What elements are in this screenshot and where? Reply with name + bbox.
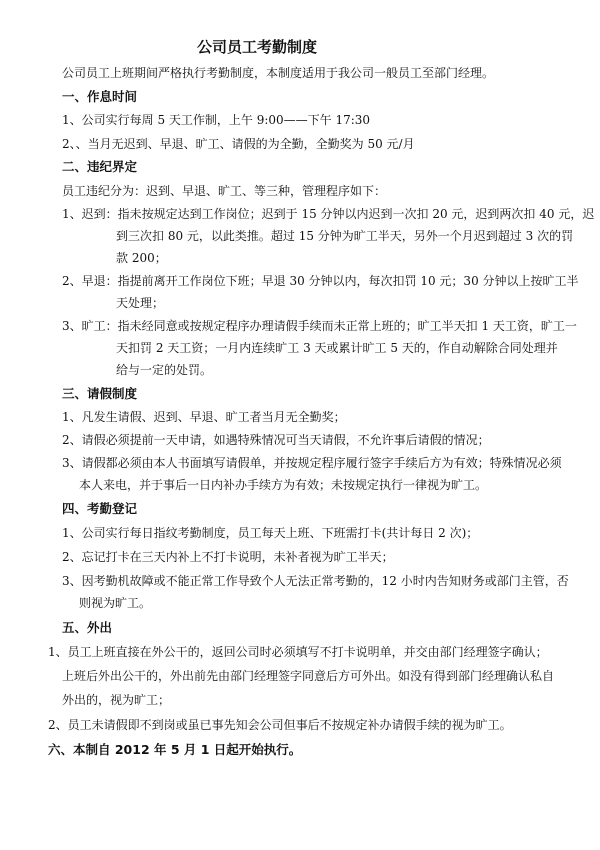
paragraph-line: 2、、当月无迟到、早退、旷工、请假的为全勤，全勤奖为 50 元/月: [62, 137, 415, 151]
paragraph-line: 则视为旷工。: [79, 596, 152, 610]
paragraph-line: 2、请假必须提前一天申请，如遇特殊情况可当天请假，不允许事后请假的情况；: [62, 433, 490, 447]
paragraph-line: 1、员工上班直接在外公干的，返回公司时必须填写不打卡说明单，并交由部门经理签字确认；: [48, 645, 548, 659]
paragraph-line: 1、凡发生请假、迟到、早退、旷工者当月无全勤奖；: [62, 410, 346, 424]
paragraph-line: 3、旷工：指未经同意或按规定程序办理请假手续而未正常上班的；旷工半天扣 1 天工资，旷工一: [62, 319, 577, 333]
document-title: 公司员工考勤制度: [197, 38, 318, 56]
section-heading-violations: 二、违纪界定: [62, 159, 138, 174]
paragraph-line: 天扣罚 2 天工资；一月内连续旷工 3 天或累计旷工 5 天的，作自动解除合同处理并: [116, 341, 558, 355]
paragraph-line: 到三次扣 80 元，以此类推。超过 15 分钟为旷工半天，另外一个月迟到超过 3 次的罚: [116, 229, 574, 243]
section-heading-leave: 三、请假制度: [62, 386, 138, 401]
paragraph-line: 3、请假都必须由本人书面填写请假单，并按规定程序履行签字手续后方为有效；特殊情况必须: [62, 456, 562, 470]
paragraph-line: 2、员工未请假即不到岗或虽已事先知会公司但事后不按规定补办请假手续的视为旷工。: [48, 718, 512, 732]
paragraph-line: 给与一定的处罚。: [116, 363, 213, 377]
paragraph-line: 本人来电，并于事后一日内补办手续方为有效；未按规定执行一律视为旷工。: [79, 478, 488, 492]
paragraph-line: 2、忘记打卡在三天内补上不打卡说明，未补者视为旷工半天；: [62, 550, 394, 564]
paragraph-line: 员工违纪分为：迟到、早退、旷工、等三种，管理程序如下：: [62, 184, 387, 198]
paragraph-line: 1、公司实行每周 5 天工作制，上午 9:00——下午 17:30: [62, 113, 371, 127]
paragraph-line: 1、公司实行每日指纹考勤制度，员工每天上班、下班需打卡(共计每日 2 次)；: [62, 526, 479, 540]
paragraph-line: 1、迟到：指未按规定达到工作岗位；迟到于 15 分钟以内迟到一次扣 20 元，迟到两次扣 40 元，迟: [62, 207, 595, 221]
section-heading-outside-work: 五、外出: [62, 620, 113, 635]
section-heading-attendance: 四、考勤登记: [62, 501, 138, 516]
paragraph-line: 天处理；: [116, 296, 165, 310]
effective-date-statement: 六、本制自 2012 年 5 月 1 日起开始执行。: [48, 742, 302, 757]
section-heading-work-hours: 一、作息时间: [62, 89, 138, 104]
intro-text: 公司员工上班期间严格执行考勤制度，本制度适用于我公司一般员工至部门经理。: [62, 66, 495, 80]
paragraph-line: 款 200；: [116, 251, 167, 265]
paragraph-line: 2、早退：指提前离开工作岗位下班；早退 30 分钟以内，每次扣罚 10 元；30 分钟以上按旷工半: [62, 274, 579, 288]
paragraph-line: 上班后外出公干的，外出前先由部门经理签字同意后方可外出。如没有得到部门经理确认私自: [62, 669, 555, 683]
paragraph-line: 3、因考勤机故障或不能正常工作导致个人无法正常考勤的，12 小时内告知财务或部门主管，否: [62, 574, 569, 588]
paragraph-line: 外出的，视为旷工；: [62, 693, 171, 707]
